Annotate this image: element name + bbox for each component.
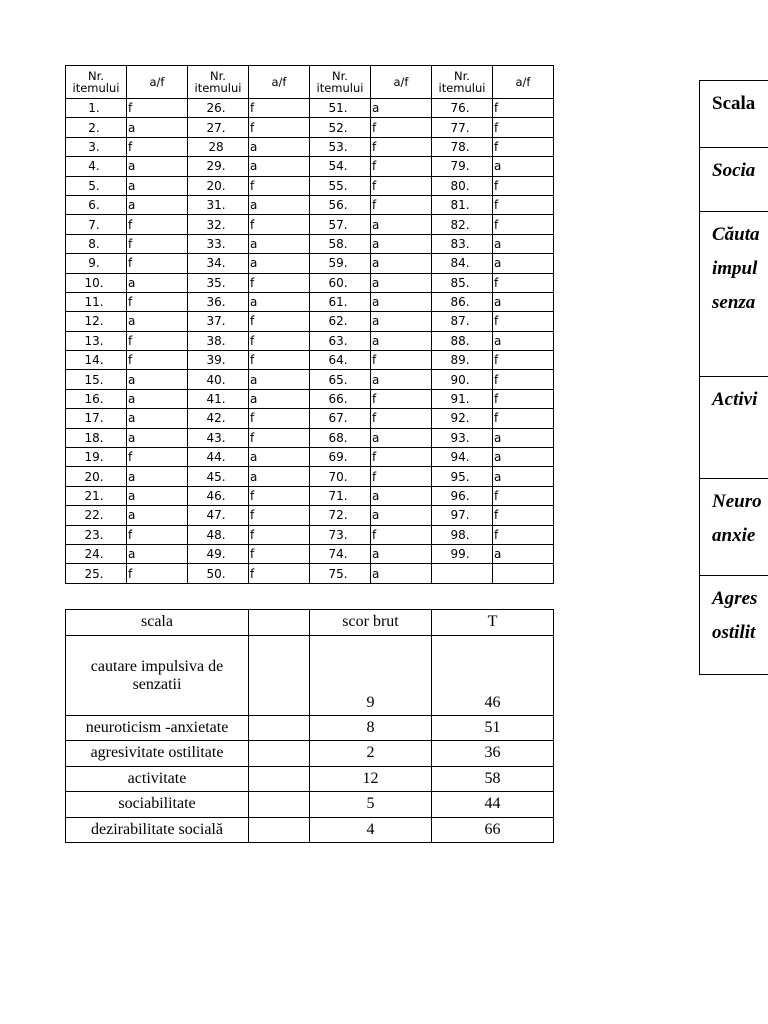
item-number: 51. bbox=[310, 99, 371, 118]
item-answer: a bbox=[127, 467, 188, 486]
item-number: 29. bbox=[188, 157, 249, 176]
item-number: 40. bbox=[188, 370, 249, 389]
item-answer: a bbox=[371, 370, 432, 389]
scale-cell-line: senza bbox=[712, 292, 756, 313]
item-number: 19. bbox=[66, 448, 127, 467]
item-number: 56. bbox=[310, 195, 371, 214]
table-row bbox=[700, 576, 768, 675]
scale-cell bbox=[700, 81, 768, 148]
item-number: 7. bbox=[66, 215, 127, 234]
item-answer: f bbox=[371, 351, 432, 370]
item-number: 50. bbox=[188, 564, 249, 583]
scale-cell-line: Scala bbox=[712, 93, 756, 114]
item-number: 38. bbox=[188, 331, 249, 350]
scale-cell-line: ostilit bbox=[712, 622, 756, 643]
table-row bbox=[66, 215, 554, 234]
item-answer: f bbox=[249, 564, 310, 583]
item-number: 18. bbox=[66, 428, 127, 447]
header-answer: a/f bbox=[127, 66, 188, 99]
item-number: 37. bbox=[188, 312, 249, 331]
item-answer: a bbox=[493, 292, 554, 311]
item-answer: f bbox=[249, 176, 310, 195]
scale-cell-line: Căuta bbox=[712, 224, 760, 245]
item-answers-table bbox=[65, 65, 554, 584]
item-number: 81. bbox=[432, 195, 493, 214]
item-answer: a bbox=[249, 292, 310, 311]
t-score: 44 bbox=[432, 792, 554, 818]
item-answer: a bbox=[371, 486, 432, 505]
item-answer: a bbox=[127, 195, 188, 214]
item-answer: a bbox=[127, 389, 188, 408]
item-number: 13. bbox=[66, 331, 127, 350]
item-answer: f bbox=[493, 506, 554, 525]
item-answer: f bbox=[249, 409, 310, 428]
item-number: 5. bbox=[66, 176, 127, 195]
scale-cell-line: anxie bbox=[712, 525, 756, 546]
item-answer: a bbox=[127, 273, 188, 292]
item-answer: a bbox=[371, 312, 432, 331]
scale-cell bbox=[700, 148, 768, 212]
table-row bbox=[66, 409, 554, 428]
item-number: 25. bbox=[66, 564, 127, 583]
item-number: 74. bbox=[310, 544, 371, 563]
scale-name: sociabilitate bbox=[66, 792, 249, 818]
item-answer: f bbox=[493, 486, 554, 505]
scale-name: cautare impulsiva de senzatii bbox=[66, 635, 249, 715]
item-number: 9. bbox=[66, 254, 127, 273]
item-number: 23. bbox=[66, 525, 127, 544]
t-score: 51 bbox=[432, 715, 554, 741]
item-answer: f bbox=[249, 506, 310, 525]
header-item-number: Nr. itemului bbox=[66, 66, 127, 99]
scale-cell bbox=[700, 479, 768, 576]
item-answer: f bbox=[127, 137, 188, 156]
item-number: 20. bbox=[66, 467, 127, 486]
item-number: 33. bbox=[188, 234, 249, 253]
item-answer: a bbox=[371, 506, 432, 525]
item-number: 11. bbox=[66, 292, 127, 311]
item-number: 76. bbox=[432, 99, 493, 118]
item-number: 87. bbox=[432, 312, 493, 331]
table-row bbox=[700, 148, 768, 212]
table-row bbox=[66, 525, 554, 544]
item-answer: f bbox=[493, 137, 554, 156]
header-item-number: Nr. itemului bbox=[432, 66, 493, 99]
item-number: 57. bbox=[310, 215, 371, 234]
t-score: 66 bbox=[432, 817, 554, 843]
item-answer: a bbox=[127, 486, 188, 505]
item-number: 26. bbox=[188, 99, 249, 118]
scale-cell-line: impul bbox=[712, 258, 758, 279]
blank-cell bbox=[249, 635, 310, 715]
table-row bbox=[66, 448, 554, 467]
item-answer: a bbox=[127, 544, 188, 563]
t-score: 58 bbox=[432, 766, 554, 792]
item-answer: f bbox=[127, 254, 188, 273]
item-answer: f bbox=[493, 525, 554, 544]
item-number: 62. bbox=[310, 312, 371, 331]
item-number: 12. bbox=[66, 312, 127, 331]
item-number: 64. bbox=[310, 351, 371, 370]
item-number: 10. bbox=[66, 273, 127, 292]
item-answer: a bbox=[127, 176, 188, 195]
table-row bbox=[66, 292, 554, 311]
item-answer: a bbox=[493, 331, 554, 350]
item-number: 22. bbox=[66, 506, 127, 525]
item-number: 68. bbox=[310, 428, 371, 447]
item-number: 84. bbox=[432, 254, 493, 273]
item-number: 17. bbox=[66, 409, 127, 428]
item-answer: f bbox=[127, 351, 188, 370]
table-row bbox=[66, 137, 554, 156]
table-row bbox=[66, 234, 554, 253]
item-answer: f bbox=[249, 99, 310, 118]
table-row bbox=[66, 486, 554, 505]
item-number: 28 bbox=[188, 137, 249, 156]
table-row bbox=[700, 377, 768, 479]
item-number: 98. bbox=[432, 525, 493, 544]
scale-cell bbox=[700, 576, 768, 675]
item-number: 61. bbox=[310, 292, 371, 311]
item-number: 24. bbox=[66, 544, 127, 563]
item-number: 75. bbox=[310, 564, 371, 583]
item-number: 8. bbox=[66, 234, 127, 253]
item-number: 90. bbox=[432, 370, 493, 389]
item-number: 20. bbox=[188, 176, 249, 195]
item-answer: f bbox=[493, 312, 554, 331]
table-row bbox=[66, 564, 554, 583]
item-answer: a bbox=[371, 292, 432, 311]
raw-score: 9 bbox=[310, 635, 432, 715]
item-answer: a bbox=[127, 370, 188, 389]
blank-cell bbox=[249, 792, 310, 818]
item-answer: f bbox=[493, 215, 554, 234]
table-row bbox=[66, 351, 554, 370]
t-score: 46 bbox=[432, 635, 554, 715]
header-answer: a/f bbox=[249, 66, 310, 99]
item-answer: f bbox=[249, 331, 310, 350]
item-answer: f bbox=[493, 118, 554, 137]
table-row bbox=[66, 176, 554, 195]
item-number: 72. bbox=[310, 506, 371, 525]
item-number: 73. bbox=[310, 525, 371, 544]
item-number: 34. bbox=[188, 254, 249, 273]
item-number: 49. bbox=[188, 544, 249, 563]
table-row bbox=[700, 212, 768, 377]
table-row bbox=[66, 370, 554, 389]
raw-score: 2 bbox=[310, 741, 432, 767]
item-answer: f bbox=[127, 564, 188, 583]
item-answer: f bbox=[493, 176, 554, 195]
item-answer: f bbox=[493, 370, 554, 389]
scale-cell-line: Agres bbox=[712, 588, 758, 609]
item-number: 77. bbox=[432, 118, 493, 137]
table-row bbox=[66, 544, 554, 563]
item-number: 96. bbox=[432, 486, 493, 505]
item-answer: a bbox=[371, 331, 432, 350]
item-answer: a bbox=[249, 389, 310, 408]
item-answer: a bbox=[249, 448, 310, 467]
scores-table bbox=[65, 609, 554, 843]
item-number: 86. bbox=[432, 292, 493, 311]
scores-header-row bbox=[66, 610, 554, 636]
item-answer: f bbox=[371, 409, 432, 428]
table-row bbox=[66, 715, 554, 741]
header-scor-brut: scor brut bbox=[310, 610, 432, 636]
item-number: 41. bbox=[188, 389, 249, 408]
header-answer: a/f bbox=[371, 66, 432, 99]
scale-name: neuroticism -anxietate bbox=[66, 715, 249, 741]
item-answer: a bbox=[493, 467, 554, 486]
blank-cell bbox=[249, 741, 310, 767]
item-number: 66. bbox=[310, 389, 371, 408]
item-answer: f bbox=[493, 351, 554, 370]
item-number: 15. bbox=[66, 370, 127, 389]
item-answer: a bbox=[493, 428, 554, 447]
scale-cell-line: Socia bbox=[712, 160, 756, 181]
scale-cell-line: Neuro bbox=[712, 491, 762, 512]
item-number: 21. bbox=[66, 486, 127, 505]
header-item-number: Nr. itemului bbox=[188, 66, 249, 99]
header-blank bbox=[249, 610, 310, 636]
item-number bbox=[432, 564, 493, 583]
item-number: 70. bbox=[310, 467, 371, 486]
raw-score: 4 bbox=[310, 817, 432, 843]
item-answer: f bbox=[249, 312, 310, 331]
item-answer: f bbox=[493, 409, 554, 428]
table-row bbox=[66, 273, 554, 292]
table-row bbox=[66, 254, 554, 273]
scale-name: agresivitate ostilitate bbox=[66, 741, 249, 767]
item-answer: a bbox=[127, 157, 188, 176]
item-number: 46. bbox=[188, 486, 249, 505]
item-answer: f bbox=[249, 525, 310, 544]
item-answer: a bbox=[127, 409, 188, 428]
table-row bbox=[700, 81, 768, 148]
item-number: 3. bbox=[66, 137, 127, 156]
item-number: 79. bbox=[432, 157, 493, 176]
item-number: 32. bbox=[188, 215, 249, 234]
scale-description-table bbox=[699, 80, 768, 675]
table-row bbox=[66, 157, 554, 176]
blank-cell bbox=[249, 715, 310, 741]
item-answer: a bbox=[371, 428, 432, 447]
item-answer: f bbox=[249, 351, 310, 370]
item-answer: a bbox=[371, 99, 432, 118]
item-number: 69. bbox=[310, 448, 371, 467]
item-answer bbox=[493, 564, 554, 583]
scale-name: activitate bbox=[66, 766, 249, 792]
item-number: 42. bbox=[188, 409, 249, 428]
table-row bbox=[66, 741, 554, 767]
item-answer: f bbox=[493, 99, 554, 118]
item-answer: f bbox=[493, 273, 554, 292]
raw-score: 8 bbox=[310, 715, 432, 741]
item-answer: f bbox=[249, 486, 310, 505]
item-number: 63. bbox=[310, 331, 371, 350]
item-answer: f bbox=[371, 137, 432, 156]
item-answer: f bbox=[371, 525, 432, 544]
item-number: 47. bbox=[188, 506, 249, 525]
item-answer: a bbox=[371, 215, 432, 234]
scale-cell-line: Activi bbox=[712, 389, 758, 410]
header-scala: scala bbox=[66, 610, 249, 636]
answers-body bbox=[66, 99, 554, 584]
table-row bbox=[700, 479, 768, 576]
item-number: 14. bbox=[66, 351, 127, 370]
item-number: 45. bbox=[188, 467, 249, 486]
item-answer: f bbox=[371, 157, 432, 176]
item-number: 2. bbox=[66, 118, 127, 137]
item-number: 27. bbox=[188, 118, 249, 137]
table-row bbox=[66, 389, 554, 408]
item-number: 82. bbox=[432, 215, 493, 234]
item-number: 65. bbox=[310, 370, 371, 389]
item-number: 95. bbox=[432, 467, 493, 486]
header-t-score: T bbox=[432, 610, 554, 636]
item-answer: f bbox=[249, 118, 310, 137]
item-number: 60. bbox=[310, 273, 371, 292]
scale-name: dezirabilitate socială bbox=[66, 817, 249, 843]
item-number: 92. bbox=[432, 409, 493, 428]
item-number: 54. bbox=[310, 157, 371, 176]
item-answer: a bbox=[493, 448, 554, 467]
item-number: 67. bbox=[310, 409, 371, 428]
item-answer: f bbox=[371, 467, 432, 486]
item-answer: f bbox=[249, 544, 310, 563]
item-answer: f bbox=[249, 428, 310, 447]
item-answer: a bbox=[249, 234, 310, 253]
item-answer: f bbox=[127, 292, 188, 311]
item-answer: f bbox=[371, 176, 432, 195]
table-row bbox=[66, 792, 554, 818]
item-number: 91. bbox=[432, 389, 493, 408]
item-answer: f bbox=[127, 525, 188, 544]
item-answer: a bbox=[249, 254, 310, 273]
item-answer: f bbox=[493, 195, 554, 214]
item-number: 58. bbox=[310, 234, 371, 253]
item-answer: a bbox=[249, 467, 310, 486]
item-answer: f bbox=[127, 234, 188, 253]
table-row bbox=[66, 766, 554, 792]
item-answer: a bbox=[127, 428, 188, 447]
item-number: 85. bbox=[432, 273, 493, 292]
item-answer: a bbox=[249, 157, 310, 176]
table-row bbox=[66, 817, 554, 843]
item-answer: a bbox=[371, 564, 432, 583]
item-number: 1. bbox=[66, 99, 127, 118]
item-number: 94. bbox=[432, 448, 493, 467]
item-number: 44. bbox=[188, 448, 249, 467]
item-number: 93. bbox=[432, 428, 493, 447]
item-number: 71. bbox=[310, 486, 371, 505]
table-row bbox=[66, 428, 554, 447]
item-number: 31. bbox=[188, 195, 249, 214]
header-item-number: Nr. itemului bbox=[310, 66, 371, 99]
item-answer: a bbox=[127, 118, 188, 137]
item-answer: f bbox=[127, 215, 188, 234]
item-answer: f bbox=[249, 273, 310, 292]
raw-score: 12 bbox=[310, 766, 432, 792]
item-number: 52. bbox=[310, 118, 371, 137]
item-answer: f bbox=[127, 448, 188, 467]
item-number: 6. bbox=[66, 195, 127, 214]
item-number: 88. bbox=[432, 331, 493, 350]
blank-cell bbox=[249, 817, 310, 843]
item-answer: f bbox=[127, 331, 188, 350]
item-number: 48. bbox=[188, 525, 249, 544]
item-number: 39. bbox=[188, 351, 249, 370]
item-answer: f bbox=[371, 448, 432, 467]
item-number: 59. bbox=[310, 254, 371, 273]
table-row bbox=[66, 635, 554, 715]
blank-cell bbox=[249, 766, 310, 792]
item-answer: a bbox=[371, 544, 432, 563]
item-number: 16. bbox=[66, 389, 127, 408]
item-answer: a bbox=[249, 195, 310, 214]
item-number: 80. bbox=[432, 176, 493, 195]
item-number: 43. bbox=[188, 428, 249, 447]
table-row bbox=[66, 99, 554, 118]
item-answer: f bbox=[371, 389, 432, 408]
item-number: 55. bbox=[310, 176, 371, 195]
item-number: 89. bbox=[432, 351, 493, 370]
item-answer: a bbox=[249, 370, 310, 389]
item-answer: a bbox=[127, 312, 188, 331]
item-answer: a bbox=[493, 254, 554, 273]
item-number: 4. bbox=[66, 157, 127, 176]
table-row bbox=[66, 118, 554, 137]
item-number: 35. bbox=[188, 273, 249, 292]
table-row bbox=[66, 506, 554, 525]
t-score: 36 bbox=[432, 741, 554, 767]
item-number: 53. bbox=[310, 137, 371, 156]
table-row bbox=[66, 331, 554, 350]
item-answer: f bbox=[493, 389, 554, 408]
item-answer: f bbox=[127, 99, 188, 118]
item-answer: f bbox=[249, 215, 310, 234]
item-answer: a bbox=[493, 157, 554, 176]
scale-cell bbox=[700, 377, 768, 479]
item-answer: a bbox=[371, 254, 432, 273]
item-answer: f bbox=[371, 118, 432, 137]
table-row bbox=[66, 312, 554, 331]
item-answer: f bbox=[371, 195, 432, 214]
item-answer: a bbox=[371, 273, 432, 292]
item-answer: a bbox=[493, 544, 554, 563]
scale-cell bbox=[700, 212, 768, 377]
item-answer: a bbox=[493, 234, 554, 253]
item-number: 97. bbox=[432, 506, 493, 525]
answers-header-row bbox=[66, 66, 554, 99]
table-row bbox=[66, 195, 554, 214]
raw-score: 5 bbox=[310, 792, 432, 818]
item-answer: a bbox=[249, 137, 310, 156]
table-row bbox=[66, 467, 554, 486]
item-number: 36. bbox=[188, 292, 249, 311]
item-number: 99. bbox=[432, 544, 493, 563]
header-answer: a/f bbox=[493, 66, 554, 99]
item-number: 83. bbox=[432, 234, 493, 253]
item-answer: a bbox=[371, 234, 432, 253]
scale-description-body bbox=[700, 81, 768, 675]
item-answer: a bbox=[127, 506, 188, 525]
item-number: 78. bbox=[432, 137, 493, 156]
